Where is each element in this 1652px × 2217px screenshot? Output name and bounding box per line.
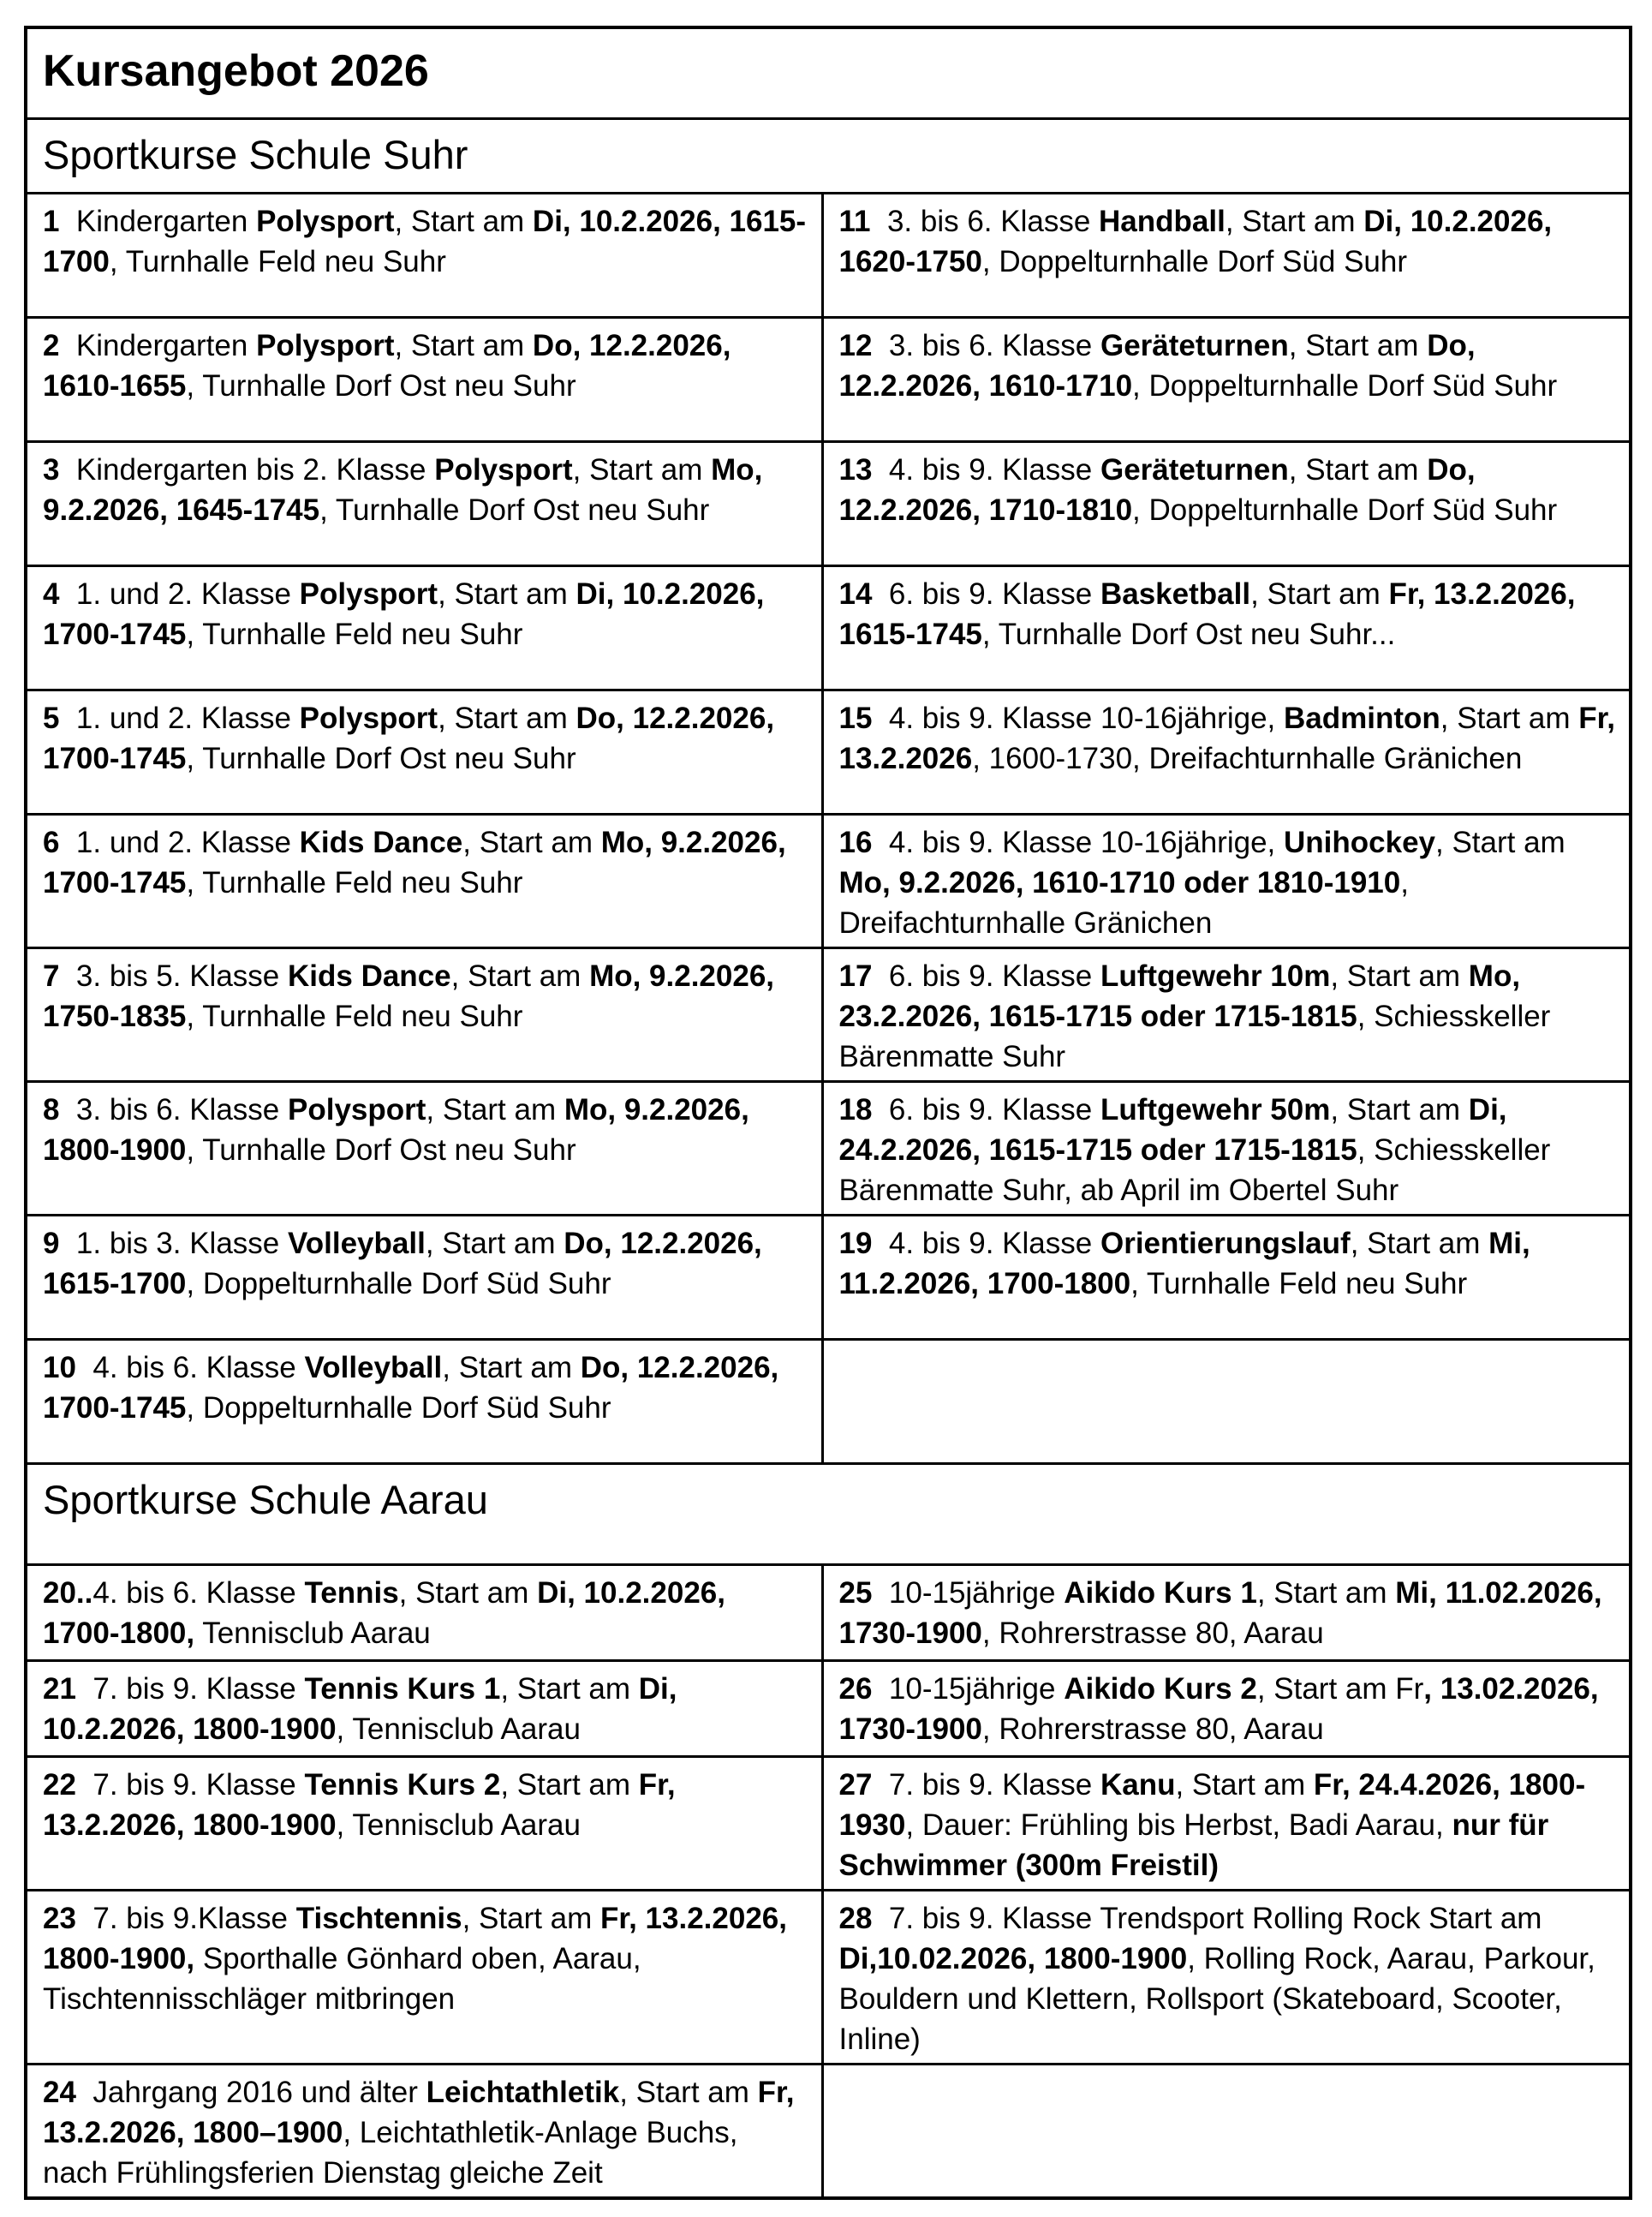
text-segment-bold: 15 — [838, 701, 889, 735]
text-segment-bold: Do, 12.2.2026, 1615-1700 — [43, 1226, 771, 1300]
text-segment: 7. bis 9. Klasse — [888, 1767, 1100, 1802]
text-segment-bold: 22 — [43, 1767, 93, 1802]
text-segment-bold: Di, 10.2.2026, 1615-1700 — [43, 204, 807, 278]
text-segment-bold: Geräteturnen — [1100, 328, 1289, 362]
text-segment-bold: Di, 10.2.2026, 1700-1745 — [43, 577, 773, 651]
text-segment: , Start am Fr — [1256, 1671, 1424, 1706]
text-segment-bold: Orientierungslauf — [1100, 1226, 1351, 1260]
text-segment-bold: 2 — [43, 328, 76, 362]
text-segment: , Tennisclub Aarau — [336, 1712, 581, 1746]
text-segment: 7. bis 9. Klasse — [92, 1671, 305, 1706]
text-segment: 7. bis 9.Klasse — [92, 1901, 296, 1935]
text-segment: , Turnhalle Feld neu Suhr — [109, 244, 446, 278]
text-segment-bold: 21 — [43, 1671, 93, 1706]
course-cell-11 — [822, 193, 1631, 317]
course-row — [26, 1890, 1631, 2064]
text-segment-bold: Aikido Kurs 1 — [1064, 1575, 1257, 1610]
text-segment-bold: Fr, 13.2.2026, 1615-1745 — [838, 577, 1584, 651]
text-segment: , Doppelturnhalle Dorf Süd Suhr — [186, 1390, 611, 1425]
course-row — [26, 317, 1631, 441]
text-segment: 6. bis 9. Klasse — [888, 1092, 1100, 1126]
text-segment: , Start am — [462, 825, 601, 859]
text-segment: Kindergarten — [75, 328, 257, 362]
text-segment: , Leichtathletik-Anlage Buchs, nach Frühlingsferien Dienstag gleiche Zeit — [43, 2115, 747, 2190]
text-segment-bold: Mo, 9.2.2026, 1800-1900 — [43, 1092, 758, 1167]
text-segment: , Start am — [462, 1901, 601, 1935]
text-segment: 7. bis 9. Klasse Trendsport Rolling Rock Start am — [888, 1901, 1551, 1935]
text-segment-bold: Tennis — [304, 1575, 399, 1610]
text-segment-bold: 6 — [43, 825, 76, 859]
text-segment: 3. bis 6. Klasse — [886, 204, 1100, 238]
text-segment: , Start am — [1435, 825, 1574, 859]
text-segment: , Start am — [1250, 577, 1389, 611]
text-segment-bold: 24 — [43, 2075, 93, 2109]
text-segment-bold: Do, 12.2.2026, 1610-1655 — [43, 328, 740, 403]
text-segment: 1. und 2. Klasse — [75, 701, 300, 735]
course-cell-15 — [822, 690, 1631, 814]
text-segment: , Start am — [438, 577, 576, 611]
text-segment: , Start am — [398, 1575, 538, 1610]
text-segment-bold: Mi, 11.2.2026, 1700-1800 — [838, 1226, 1539, 1300]
course-row — [26, 441, 1631, 565]
text-segment-bold: 12 — [838, 328, 889, 362]
text-segment: 6. bis 9. Klasse — [888, 577, 1100, 611]
text-segment: , Start am — [438, 701, 576, 735]
course-cell-13 — [822, 441, 1631, 565]
text-segment-bold: Tischtennis — [295, 1901, 462, 1935]
section-heading-row — [26, 1463, 1631, 1564]
text-segment: , Start am — [619, 2075, 758, 2109]
text-segment-bold: 13 — [838, 452, 889, 487]
course-cell-10 — [26, 1339, 822, 1463]
text-segment: , Start am — [1225, 204, 1364, 238]
course-cell-16 — [822, 814, 1631, 947]
course-cell-7 — [26, 947, 822, 1081]
text-segment: Jahrgang 2016 und älter — [92, 2075, 426, 2109]
text-segment-bold: Fr, 13.2.2026 — [838, 701, 1624, 775]
text-segment-bold: 4 — [43, 577, 76, 611]
text-segment: 1. und 2. Klasse — [75, 577, 300, 611]
text-segment: 4. bis 9. Klasse 10-16jährige, — [888, 825, 1284, 859]
text-segment: , Schiesskeller Bärenmatte Suhr, ab April im Obertel Suhr — [838, 1132, 1560, 1207]
course-row — [26, 1081, 1631, 1215]
text-segment-bold: Di, 10.2.2026, 1700-1800, — [43, 1575, 734, 1650]
text-segment: , Start am — [394, 328, 533, 362]
text-segment: Sporthalle Gönhard oben, Aarau, Tischtennisschläger mitbringen — [43, 1941, 649, 2016]
text-segment: , Doppelturnhalle Dorf Süd Suhr — [981, 244, 1408, 278]
text-segment-bold: Volleyball — [288, 1226, 426, 1260]
course-cell-8 — [26, 1081, 822, 1215]
text-segment-bold: 1 — [43, 204, 76, 238]
course-cell-9 — [26, 1215, 822, 1339]
text-segment-bold: Polysport — [299, 701, 438, 735]
section-heading: Sportkurse Schule Aarau — [26, 1463, 1631, 1564]
text-segment-bold: Aikido Kurs 2 — [1064, 1671, 1257, 1706]
course-cell-22 — [26, 1756, 822, 1890]
course-table — [24, 26, 1632, 2200]
text-segment-bold: 19 — [838, 1226, 889, 1260]
course-row — [26, 2064, 1631, 2198]
text-segment: , Turnhalle Dorf Ost neu Suhr — [186, 1132, 576, 1167]
text-segment: Kindergarten — [75, 204, 257, 238]
course-row — [26, 947, 1631, 1081]
course-table-body — [26, 27, 1631, 2198]
text-segment: 1. bis 3. Klasse — [75, 1226, 288, 1260]
text-segment-bold: Unihockey — [1284, 825, 1435, 859]
text-segment-bold: Basketball — [1100, 577, 1251, 611]
text-segment-bold: Fr, 13.2.2026, 1800-1900, — [43, 1901, 796, 1975]
course-row — [26, 1339, 1631, 1463]
text-segment: , Rolling Rock, Aarau, Parkour, Bouldern und Klettern, Rollsport (Skateboard, Scooter, Inline) — [838, 1941, 1604, 2056]
text-segment-bold: , 13.02.2026, 1730-1900 — [838, 1671, 1607, 1746]
text-segment-bold: Volleyball — [304, 1350, 443, 1384]
course-cell-14 — [822, 565, 1631, 690]
text-segment: , Turnhalle Feld neu Suhr — [186, 617, 523, 651]
course-cell-1 — [26, 193, 822, 317]
text-segment: , Turnhalle Feld neu Suhr — [186, 865, 523, 899]
text-segment: , Start am — [426, 1092, 564, 1126]
text-segment-bold: 28 — [838, 1901, 889, 1935]
text-segment-bold: Di, 24.2.2026, 1615-1715 oder 1715-1815 — [838, 1092, 1516, 1167]
text-segment-bold: Do, 12.2.2026, 1710-1810 — [838, 452, 1484, 527]
course-cell-26 — [822, 1660, 1631, 1756]
course-cell-empty — [822, 1339, 1631, 1463]
course-cell-25 — [822, 1564, 1631, 1660]
text-segment: 4. bis 9. Klasse 10-16jährige, — [888, 701, 1284, 735]
text-segment: , Doppelturnhalle Dorf Süd Suhr — [1132, 368, 1558, 403]
text-segment: , Start am — [1288, 328, 1428, 362]
text-segment: Kindergarten bis 2. Klasse — [75, 452, 435, 487]
course-cell-18 — [822, 1081, 1631, 1215]
course-cell-20 — [26, 1564, 822, 1660]
text-segment: 10-15jährige — [888, 1671, 1065, 1706]
text-segment-bold: Mo, 9.2.2026, 1750-1835 — [43, 959, 783, 1033]
course-row — [26, 193, 1631, 317]
course-row — [26, 1660, 1631, 1756]
text-segment-bold: 17 — [838, 959, 889, 993]
text-segment-bold: 9 — [43, 1226, 76, 1260]
text-segment: , Schiesskeller Bärenmatte Suhr — [838, 999, 1560, 1073]
text-segment-bold: Kids Dance — [299, 825, 463, 859]
text-segment: , Start am — [1440, 701, 1579, 735]
text-segment: , Start am — [450, 959, 590, 993]
text-segment-bold: 3 — [43, 452, 76, 487]
course-cell-3 — [26, 441, 822, 565]
text-segment-bold: Tennis Kurs 1 — [304, 1671, 501, 1706]
course-cell-21 — [26, 1660, 822, 1756]
text-segment-bold: 27 — [838, 1767, 889, 1802]
course-cell-23 — [26, 1890, 822, 2064]
text-segment-bold: Mo, 9.2.2026, 1700-1745 — [43, 825, 795, 899]
text-segment-bold: Polysport — [256, 328, 395, 362]
text-segment-bold: 25 — [838, 1575, 889, 1610]
course-cell-2 — [26, 317, 822, 441]
text-segment-bold: Mo, 23.2.2026, 1615-1715 oder 1715-1815 — [838, 959, 1529, 1033]
text-segment: 3. bis 6. Klasse — [888, 328, 1100, 362]
text-segment: , Doppelturnhalle Dorf Süd Suhr — [1132, 493, 1558, 527]
text-segment-bold: Luftgewehr 50m — [1100, 1092, 1331, 1126]
text-segment-bold: Fr, 13.2.2026, 1800–1900 — [43, 2075, 803, 2149]
text-segment-bold: Mo, 9.2.2026, 1645-1745 — [43, 452, 772, 527]
text-segment: 7. bis 9. Klasse — [92, 1767, 305, 1802]
course-row — [26, 690, 1631, 814]
text-segment: , Start am — [500, 1767, 639, 1802]
course-row — [26, 814, 1631, 947]
text-segment: , Dauer: Frühling bis Herbst, Badi Aarau, — [905, 1808, 1452, 1842]
text-segment-bold: Kids Dance — [288, 959, 451, 993]
text-segment: 4. bis 6. Klasse — [92, 1350, 305, 1384]
text-segment: , Turnhalle Dorf Ost neu Suhr — [319, 493, 710, 527]
text-segment-bold: 5 — [43, 701, 76, 735]
course-cell-12 — [822, 317, 1631, 441]
text-segment-bold: nur für Schwimmer (300m Freistil) — [838, 1808, 1557, 1882]
text-segment-bold: Fr, 13.2.2026, 1800-1900 — [43, 1767, 684, 1842]
text-segment-bold: 16 — [838, 825, 889, 859]
text-segment-bold: Do, 12.2.2026, 1610-1710 — [838, 328, 1484, 403]
course-cell-5 — [26, 690, 822, 814]
text-segment: , Rohrerstrasse 80, Aarau — [981, 1712, 1324, 1746]
text-segment-bold: Polysport — [256, 204, 395, 238]
text-segment-bold: Leichtathletik — [426, 2075, 620, 2109]
text-segment: 3. bis 6. Klasse — [75, 1092, 288, 1126]
text-segment: , 1600-1730, Dreifachturnhalle Gränichen — [972, 741, 1523, 775]
text-segment: , Start am — [1175, 1767, 1314, 1802]
text-segment: , Dreifachturnhalle Gränichen — [838, 865, 1417, 940]
course-cell-6 — [26, 814, 822, 947]
text-segment-bold: Polysport — [288, 1092, 426, 1126]
section-heading-row — [26, 118, 1631, 193]
text-segment: 4. bis 9. Klasse — [888, 1226, 1100, 1260]
text-segment: , Doppelturnhalle Dorf Süd Suhr — [186, 1266, 611, 1300]
text-segment: 1. und 2. Klasse — [75, 825, 300, 859]
text-segment-bold: Badminton — [1284, 701, 1440, 735]
course-cell-28 — [822, 1890, 1631, 2064]
course-cell-17 — [822, 947, 1631, 1081]
text-segment-bold: 10 — [43, 1350, 93, 1384]
text-segment: Tennisclub Aarau — [194, 1616, 431, 1650]
text-segment: , Turnhalle Feld neu Suhr — [186, 999, 523, 1033]
text-segment-bold: Polysport — [434, 452, 573, 487]
text-segment-bold: Di, 10.2.2026, 1800-1900 — [43, 1671, 686, 1746]
text-segment-bold: Geräteturnen — [1100, 452, 1289, 487]
course-row — [26, 565, 1631, 690]
text-segment-bold: Kanu — [1100, 1767, 1176, 1802]
text-segment: , Start am — [1350, 1226, 1489, 1260]
text-segment-bold: 18 — [838, 1092, 889, 1126]
text-segment: 3. bis 5. Klasse — [75, 959, 288, 993]
text-segment: , Start am — [1330, 959, 1469, 993]
text-segment: , Turnhalle Dorf Ost neu Suhr... — [981, 617, 1396, 651]
text-segment-bold: Luftgewehr 10m — [1100, 959, 1331, 993]
text-segment-bold: Di,10.02.2026, 1800-1900 — [838, 1941, 1188, 1975]
text-segment-bold: Mo, 9.2.2026, 1610-1710 oder 1810-1910 — [838, 865, 1401, 899]
text-segment-bold: Do, 12.2.2026, 1700-1745 — [43, 701, 783, 775]
text-segment-bold: Tennis Kurs 2 — [304, 1767, 501, 1802]
text-segment: 6. bis 9. Klasse — [888, 959, 1100, 993]
course-cell-empty — [822, 2064, 1631, 2198]
text-segment: , Turnhalle Feld neu Suhr — [1130, 1266, 1468, 1300]
text-segment: , Tennisclub Aarau — [336, 1808, 581, 1842]
text-segment: , Start am — [500, 1671, 639, 1706]
text-segment-bold: 8 — [43, 1092, 76, 1126]
text-segment-bold: 20.. — [43, 1575, 93, 1610]
text-segment: , Turnhalle Dorf Ost neu Suhr — [186, 741, 576, 775]
text-segment-bold: 14 — [838, 577, 889, 611]
text-segment-bold: Polysport — [299, 577, 438, 611]
text-segment-bold: 7 — [43, 959, 76, 993]
text-segment: , Start am — [1330, 1092, 1469, 1126]
text-segment: , Start am — [572, 452, 712, 487]
course-cell-24 — [26, 2064, 822, 2198]
title-row — [26, 27, 1631, 118]
text-segment: 4. bis 6. Klasse — [92, 1575, 305, 1610]
text-segment-bold: Di, 10.2.2026, 1620-1750 — [838, 204, 1560, 278]
text-segment: , Start am — [1288, 452, 1428, 487]
text-segment-bold: Do, 12.2.2026, 1700-1745 — [43, 1350, 787, 1425]
text-segment-bold: 23 — [43, 1901, 93, 1935]
text-segment-bold: Mi, 11.02.2026, 1730-1900 — [838, 1575, 1611, 1650]
text-segment-bold: Fr, 24.4.2026, 1800-1930 — [838, 1767, 1586, 1842]
text-segment-bold: 26 — [838, 1671, 889, 1706]
text-segment: , Rohrerstrasse 80, Aarau — [981, 1616, 1324, 1650]
course-cell-27 — [822, 1756, 1631, 1890]
page-title: Kursangebot 2026 — [26, 27, 1631, 118]
text-segment-bold: Handball — [1099, 204, 1226, 238]
text-segment: 4. bis 9. Klasse — [888, 452, 1100, 487]
course-row — [26, 1215, 1631, 1339]
text-segment: , Start am — [1256, 1575, 1396, 1610]
course-cell-19 — [822, 1215, 1631, 1339]
course-row — [26, 1564, 1631, 1660]
text-segment: 10-15jährige — [888, 1575, 1065, 1610]
section-heading: Sportkurse Schule Suhr — [26, 118, 1631, 193]
text-segment: , Turnhalle Dorf Ost neu Suhr — [186, 368, 576, 403]
text-segment: , Start am — [425, 1226, 564, 1260]
course-cell-4 — [26, 565, 822, 690]
text-segment: , Start am — [394, 204, 533, 238]
course-row — [26, 1756, 1631, 1890]
text-segment: , Start am — [442, 1350, 581, 1384]
text-segment-bold: 11 — [838, 204, 887, 238]
